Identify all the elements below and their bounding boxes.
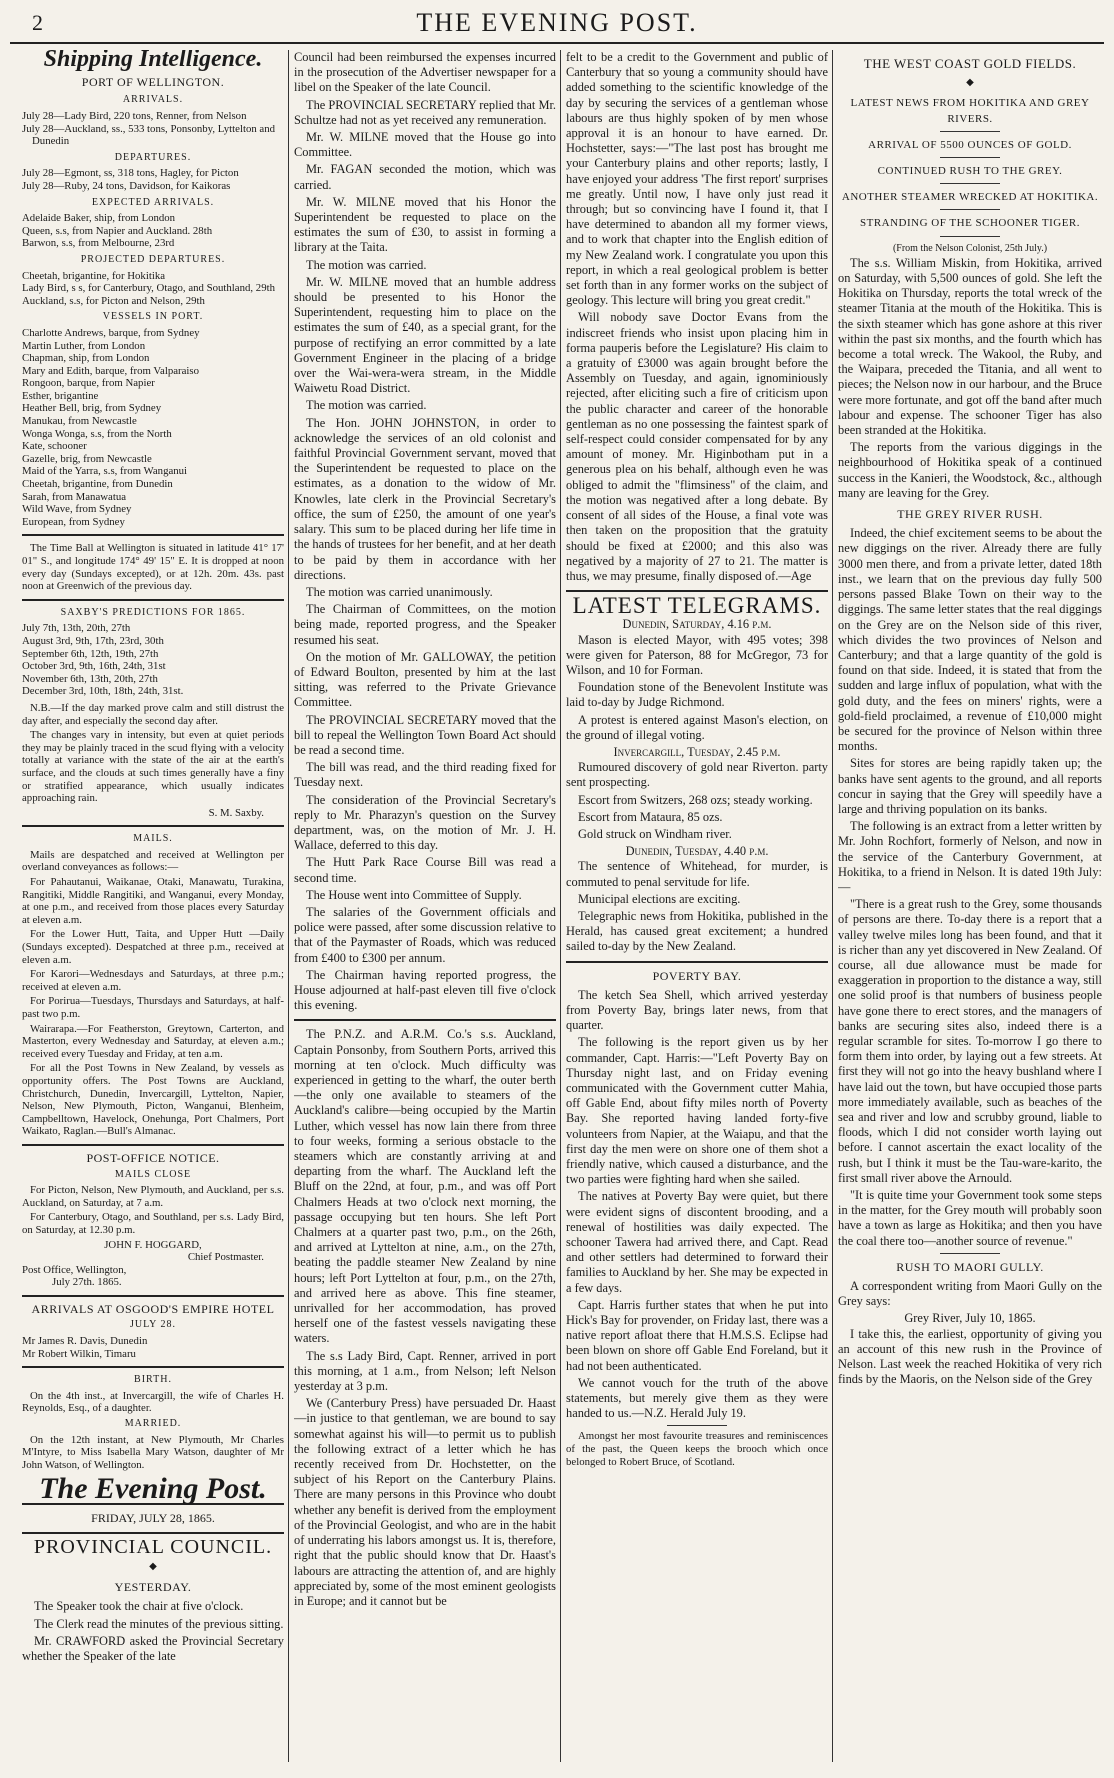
divider	[566, 590, 828, 592]
divider-ornament: ◆	[149, 1561, 157, 1573]
poverty-paragraph: The following is the report given us by her commander, Capt. Harris:—"Left Poverty Bay on Thursday night last, and on Friday evening communicated with the Government cutter Mahia, off Gable End, about fifty miles north of Poverty Bay. She reported having landed forty-five volunteers from Napier, at the Waiapu, and that the first day the men were on shore one of them shot a friendly native, which caused a disturbance, and the two parties were fighting hard when she sailed.	[566, 1035, 828, 1187]
birth-heading: BIRTH.	[134, 1374, 172, 1386]
grey-river-heading: THE GREY RIVER RUSH.	[897, 507, 1043, 522]
divider	[294, 1019, 556, 1021]
list-item: Lady Bird, s s, for Canterbury, Otago, and Southland, 29th	[22, 282, 275, 295]
osgood-date: JULY 28.	[129, 1319, 177, 1331]
council-paragraph: The motion was carried.	[306, 257, 427, 272]
saxby-body: The changes vary in intensity, but even at quiet periods they may be plainly traced in the scud flying with a velocity totally at variance with the state of the air at the earth's surface, and the clouds at such times generally have a finy or stratified appearance, which usually indicates approaching rain.	[22, 729, 284, 805]
post-office-heading: POST-OFFICE NOTICE.	[86, 1150, 220, 1165]
osgood-heading: ARRIVALS AT OSGOOD'S EMPIRE HOTEL	[31, 1301, 275, 1316]
birth-notice: On the 4th inst., at Invercargill, the wife of Charles H. Reynolds, Esq., of a daughter.	[22, 1389, 284, 1415]
list-item: December 3rd, 10th, 18th, 24th, 31st.	[22, 685, 184, 698]
telegram-paragraph: Municipal elections are exciting.	[578, 891, 741, 906]
telegram-paragraph: A protest is entered against Mason's election, on the ground of illegal voting.	[566, 712, 828, 742]
divider	[22, 599, 284, 601]
list-item: Charlotte Andrews, barque, from Sydney	[22, 326, 200, 339]
list-item: July 7th, 13th, 20th, 27th	[22, 622, 131, 635]
gold-fields-heading: THE WEST COAST GOLD FIELDS.	[863, 56, 1077, 71]
list-item: Wonga Wonga, s.s, from the North	[22, 427, 172, 440]
council-paragraph: Mr. CRAWFORD asked the Provincial Secretary whether the Speaker of the late	[22, 1633, 284, 1664]
list-item: European, from Sydney	[22, 515, 125, 528]
yesterday-heading: YESTERDAY.	[114, 1580, 192, 1595]
married-notice: On the 12th instant, at New Plymouth, Mr Charles M'Intyre, to Miss Isabella Mary Watson, daughter of Mr John Watson, of Wellington.	[22, 1433, 284, 1471]
mails-heading: MAILS.	[133, 833, 173, 845]
news-paragraph: The s.s Lady Bird, Capt. Renner, arrived in port this morning, at 1 a.m., from Nelson; left Nelson yesterday at 3 p.m.	[294, 1348, 556, 1394]
divider	[940, 183, 1000, 184]
gold-paragraph: The reports from the various diggings in the neighbourhood of Hokitika speak of a continued success in the Kanieri, the Woodstock, &c., although many are leaving for the Grey.	[838, 440, 1102, 500]
mails-paragraph: Mails are despatched and received at Wellington per overland conveyances as follows:—	[22, 848, 284, 874]
page-number: 2	[32, 10, 43, 35]
mails-paragraph: For Porirua—Tuesdays, Thursdays and Saturdays, at half-past two p.m.	[22, 995, 284, 1020]
list-item: Rongoon, barque, from Napier	[22, 377, 155, 390]
subheading: LATEST NEWS FROM HOKITIKA AND GREY RIVERS.	[850, 97, 1090, 125]
council-paragraph: The salaries of the Government officials and police were passed, after some discussion relative to that of the Paymaster of Roads, which was reduced from £400 to £300 per annum.	[294, 904, 556, 965]
list-item: August 3rd, 9th, 17th, 23rd, 30th	[22, 634, 164, 647]
newspaper-page	[10, 0, 1104, 1768]
newspaper-title: THE EVENING POST.	[416, 8, 698, 37]
subheading: CONTINUED RUSH TO THE GREY.	[877, 165, 1063, 178]
telegram-paragraph: Telegraphic news from Hokitika, published in the Herald, has caused great excitement; a hundred sailed to-day by the New Zealand.	[566, 908, 828, 954]
list-item: July 28—Ruby, 24 tons, Davidson, for Kaikoras	[22, 179, 231, 192]
evening-post-title: The Evening Post.	[39, 1472, 267, 1506]
council-paragraph: The House went into Committee of Supply.	[306, 887, 522, 902]
council-paragraph: The Clerk read the minutes of the previous sitting.	[34, 1616, 284, 1631]
council-paragraph: Mr. W. MILNE moved that the House go into Committee.	[294, 130, 556, 160]
post-office-paragraph: For Picton, Nelson, New Plymouth, and Auckland, per s.s. Auckland, on Saturday, at 7 a.m.	[22, 1184, 284, 1209]
column-2	[294, 50, 556, 1762]
source-line: (From the Nelson Colonist, 25th July.)	[892, 242, 1048, 254]
divider	[940, 131, 1000, 132]
telegram-paragraph: Rumoured discovery of gold near Riverton. party sent prospecting.	[566, 760, 828, 790]
gold-paragraph: I take this, the earliest, opportunity of giving you an account of this new rush in the Province of Nelson. Last week the reached Hokitika of very rich finds by the Maoris, on the Nelson side of the Grey	[838, 1326, 1102, 1387]
council-paragraph: The PROVINCIAL SECRETARY replied that Mr. Schultze had not as yet received any remuneration.	[294, 97, 556, 127]
expected-heading: EXPECTED ARRIVALS.	[91, 196, 215, 208]
column-1	[22, 50, 284, 1762]
list-item: Gazelle, brig, from Newcastle	[22, 452, 152, 465]
list-item: Manukau, from Newcastle	[22, 415, 137, 428]
divider	[22, 1144, 284, 1146]
poverty-paragraph: The natives at Poverty Bay were quiet, but there were evident signs of discontent brooding, and a renewal of hostilities was daily expected. The schooner Tawera had arrived there, and Capt. Read and other settlers had determined to forward their families to Auckland by her. She may be expected in a few days.	[566, 1189, 828, 1295]
post-office-paragraph: For Canterbury, Otago, and Southland, per s.s. Lady Bird, on Saturday, at 12.30 p.m.	[22, 1211, 284, 1236]
list-item: Barwon, s.s, from Melbourne, 23rd	[22, 237, 175, 250]
council-paragraph: The motion was carried unanimously.	[306, 584, 493, 599]
list-item: Chapman, ship, from London	[22, 352, 150, 365]
departures-list	[22, 167, 284, 192]
postmaster-title: Chief Postmaster.	[187, 1251, 264, 1264]
expected-list	[22, 212, 284, 250]
mails-paragraph: Wairarapa.—For Featherston, Greytown, Carterton, and Masterton, every Wednesday and Saturday, at eleven a.m.; received every Tuesday and Friday, at ten a.m.	[22, 1022, 284, 1060]
telegram-paragraph: Escort from Switzers, 268 ozs; steady working.	[578, 792, 813, 807]
provincial-council-heading: PROVINCIAL COUNCIL.	[33, 1535, 273, 1558]
list-item: Maid of the Yarra, s.s, from Wanganui	[22, 465, 188, 478]
gold-paragraph: "There is a great rush to the Grey, some thousands of persons are there. To-day there is a report that a valley twelve miles long has been found, and that it is richer than any yet discovered in New Zealand. Of course, all due allowance must be made for exaggeration in proportion to the distance a way, still one solid proof is that numbers of business people have gone there to erect stores, and the managers of banks are securing sites also, indeed there is a regular scramble for sites. To-morrow I go there to form them into order, by laying out a few streets. At first they will not go into the heavy bushland where I have laid out the town, but have occupied those parts more immediately available, such as beaches of the sea and river and low and scrubby ground, liable to floods, which I did not consider worth laying out before. I cannot ascertain the exact locality of the rush, but I think it must be the Tau-ware-karito, the first small river above the Arnould.	[838, 897, 1102, 1185]
council-paragraph: Mr. W. MILNE moved that his Honor the Superintendent be requested to place on the estimates the sum of £30, to assist in forming a library at the Taita.	[294, 194, 556, 255]
subheading: STRANDING OF THE SCHOONER TIGER.	[859, 217, 1081, 230]
council-paragraph: The Hutt Park Race Course Bill was read a second time.	[294, 855, 556, 885]
list-item: Heather Bell, brig, from Sydney	[22, 402, 162, 415]
council-paragraph: The PROVINCIAL SECRETARY moved that the bill to repeal the Wellington Town Board Act should be read a second time.	[294, 712, 556, 757]
list-item: Mr Robert Wilkin, Timaru	[22, 1347, 136, 1360]
shipping-title: Shipping Intelligence.	[43, 50, 263, 72]
list-item: July 28—Egmont, ss, 318 tons, Hagley, for Picton	[22, 167, 239, 180]
post-office-place: Post Office, Wellington,	[22, 1263, 127, 1276]
council-paragraph: Council had been reimbursed the expenses incurred in the prosecution of the Advertiser newspaper for a libel on the Speaker of the late Council.	[294, 50, 556, 95]
gold-paragraph: "It is quite time your Government took some steps in the matter, for the Grey mouth will probably soon have a town as large as Hokitika; and then you have the coal there too—another source of revenue."	[838, 1188, 1102, 1248]
telegram-dateline: Dunedin, Saturday, 4.16 p.m.	[622, 617, 772, 632]
divider	[22, 1532, 284, 1534]
projected-heading: PROJECTED DEPARTURES.	[80, 253, 226, 265]
news-paragraph: We (Canterbury Press) have persuaded Dr. Haast—in justice to that gentleman, we are bound to say somewhat against his will—to permit us to publish the following extract of a letter which he has recently received from Dr. Hochstetter, on the subject of his Report on the Canterbury Plains. There are many persons in this Province who doubt whether any benefit is derived from the employment of the Provincial Geologist, and who are in the habit of underrating his labors amongst us. It is, therefore, right that the public should know that Dr. Haast's labours are attracting the attention of, and are highly appreciated by, some of the most eminent geologists in Europe; and it cannot but be	[294, 1396, 556, 1608]
gold-paragraph: Sites for stores are being rapidly taken up; the banks have sent agents to the ground, and all reports concur in saying that the Grey will speedily have a large and thriving population on its banks.	[838, 756, 1102, 816]
divider	[22, 825, 284, 827]
council-paragraph: The bill was read, and the third reading fixed for Tuesday next.	[294, 760, 556, 790]
council-paragraph: The Hon. JOHN JOHNSTON, in order to acknowledge the services of an old colonist and faithful Provincial Government servant, moved that the Superintendent be requested to place on the estimates, as a donation to the widow of Mr. Knowles, late clerk in the Provincial Secretary's office, the sum of £250, the amount of one year's salary. This sum to be placed during her life time in the hands of trustees for her benefit, and at her death to be paid by them in accordance with her directions.	[294, 415, 556, 582]
projected-list	[22, 270, 284, 308]
saxby-note: N.B.—If the day marked prove calm and still distrust the day after, and especially the second day after.	[22, 701, 284, 727]
divider	[667, 1425, 727, 1426]
council-paragraph: The Chairman of Committees, on the motion being made, reported progress, and the Speaker resumed his seat.	[294, 602, 556, 647]
news-paragraph: felt to be a credit to the Government and public of Canterbury that so young a community should have added something to the scientific knowledge of the day by securing the services of a gentleman whose labours are thus highly spoken of by men whose approval it is an honour to have earned. Dr. Hochstetter, says:—"The last post has brought me your Canterbury plains and other reports; lastly, I have enjoyed your address 'The first report' surprises me greatly. Until now, I have only just read it through; but so convincing have I found it, that I have determined to abandon all my former views, and to work that chapter into the English edition of my New Zealand work. I congratulate you upon this report, in which a real geological problem is better set forth than in any former works on the subject of geology. This lecture will bring you great credit."	[566, 50, 828, 308]
council-paragraph: Mr. W. MILNE moved that an humble address should be presented to his Honor the Superintendent, requesting him to place on the estimates the sum of £40, as a special grant, for the purpose of rectifying an error committed by a late Government Engineer in the placing of a bridge over the Wai-wera-wera stream, in the Middle Waiwetu Road District.	[294, 274, 556, 396]
council-paragraph: On the motion of Mr. GALLOWAY, the petition of Edward Boulton, presented by him at the last sitting, was referred to the Private Grievance Committee.	[294, 649, 556, 710]
news-paragraph: Amongst her most favourite treasures and reminiscences of the past, the Queen keeps the brooch which once belonged to Robert Bruce, of Scotland.	[566, 1430, 828, 1468]
divider	[566, 961, 828, 963]
column-3	[566, 50, 828, 1762]
list-item: Esther, brigantine	[22, 389, 99, 402]
list-item: July 28—Auckland, ss., 533 tons, Ponsonby, Lyttelton and Dunedin	[22, 122, 276, 148]
poverty-bay-heading: POVERTY BAY.	[652, 968, 742, 983]
telegram-paragraph: Foundation stone of the Benevolent Institute was laid to-day by Judge Richmond.	[566, 680, 828, 710]
divider	[22, 1295, 284, 1297]
news-paragraph: Will nobody save Doctor Evans from the indiscreet friends who insist upon placing him in forma pauperis before the Legislature? His claim to a gratuity of £3000 was again brought before the Assembly on Tuesday, and again, ignominiously rejected, after eliciting such a fire of criticism upon the public character and career of the honorable gentleman as no one possessing the faintest spark of self-respect could consider compensated for by any amount of money. Mr. Higinbotham put in a generous plea on his behalf, although even he was obliged to admit the "flimsiness" of the claim, and the motion was negatived after a long debate. By consent of all sides of the House, a final vote was then taken on the proposition that the gratuity should be fixed at £2000; and this also was negatived by a majority of 27 to 21. The matter is thus, we may presume, finally disposed of.—Age	[566, 310, 828, 583]
column-rule	[288, 50, 289, 1762]
council-paragraph: The motion was carried.	[306, 398, 427, 413]
shipping-section	[22, 94, 284, 1471]
list-item: Martin Luther, from London	[22, 339, 146, 352]
time-ball-notice: The Time Ball at Wellington is situated in latitude 41° 17' 01" S., and longitude 174° 49' 15" E. It is dropped at noon every day (Sundays excepted), or at 12h. 20m. 43s. past noon at Greenwich of the previous day.	[22, 542, 284, 593]
list-item: Auckland, s.s, for Picton and Nelson, 29th	[22, 294, 205, 307]
telegram-dateline: Invercargill, Tuesday, 2.45 p.m.	[613, 744, 781, 759]
divider-ornament: ◆	[966, 77, 974, 89]
council-paragraph: Mr. FAGAN seconded the motion, which was carried.	[294, 162, 556, 192]
poverty-paragraph: We cannot vouch for the truth of the above statements, but merely give them as they were handed to us.—N.Z. Herald July 19.	[566, 1375, 828, 1421]
divider	[940, 157, 1000, 158]
saxby-heading: SAXBY'S PREDICTIONS FOR 1865.	[60, 606, 246, 618]
list-item: Sarah, from Manawatua	[22, 490, 127, 503]
column-4	[838, 50, 1102, 1762]
list-item: Adelaide Baker, ship, from London	[22, 212, 176, 225]
telegram-dateline: Dunedin, Tuesday, 4.40 p.m.	[625, 844, 769, 859]
saxby-signature: S. M. Saxby.	[208, 806, 264, 819]
vessels-heading: VESSELS IN PORT.	[102, 311, 204, 323]
letter-dateline: Grey River, July 10, 1865.	[904, 1311, 1036, 1326]
poverty-paragraph: The ketch Sea Shell, which arrived yesterday from Poverty Bay, brings later news, from that quarter.	[566, 987, 828, 1033]
mails-paragraph: For Pahautanui, Waikanae, Otaki, Manawatu, Turakina, Rangitiki, Middle Rangitiki, and Wanganui, every Monday, at one p.m., and received from those places every Saturday at eleven a.m.	[22, 876, 284, 926]
divider	[22, 534, 284, 536]
departures-heading: DEPARTURES.	[114, 151, 192, 163]
list-item: November 6th, 13th, 20th, 27th	[22, 672, 158, 685]
divider	[940, 209, 1000, 210]
masthead	[10, 6, 1104, 44]
column-rule	[560, 50, 561, 1762]
telegram-paragraph: Gold struck on Windham river.	[578, 826, 732, 841]
gold-paragraph: The following is an extract from a letter written by Mr. John Rochfort, formerly of Nelson, and now in the service of the Canterbury Government, at Hokitika, to a friend in Nelson. It is dated 19th July:—	[838, 819, 1102, 894]
maori-gully-heading: RUSH TO MAORI GULLY.	[896, 1259, 1044, 1274]
poverty-paragraph: Capt. Harris further states that when he put into Hick's Bay for provender, on Friday last, there was a native report afloat there that H.M.S.S. Eclipse had been blown on shore off Gable End Foreland, but it had not been authenticated.	[566, 1297, 828, 1373]
list-item: Kate, schooner	[22, 440, 87, 453]
vessels-list	[22, 327, 284, 529]
arrivals-list	[22, 110, 284, 148]
issue-date: FRIDAY, JULY 28, 1865.	[91, 1510, 215, 1525]
gold-paragraph: A correspondent writing from Maori Gully on the Grey says:	[838, 1279, 1102, 1309]
married-heading: MARRIED.	[124, 1418, 182, 1430]
list-item: July 28—Lady Bird, 220 tons, Renner, from Nelson	[22, 110, 247, 122]
list-item: Queen, s.s, from Napier and Auckland. 28th	[22, 224, 213, 237]
list-item: Wild Wave, from Sydney	[22, 503, 132, 516]
list-item: Mr James R. Davis, Dunedin	[22, 1335, 148, 1348]
telegram-paragraph: Mason is elected Mayor, with 495 votes; 398 were given for Paterson, 88 for McGregor, 73 for Wilson, and 10 for Forman.	[566, 632, 828, 677]
list-item: Cheetah, brigantine, for Hokitika	[22, 269, 166, 282]
divider	[940, 1253, 1000, 1254]
list-item: Mary and Edith, barque, from Valparaiso	[22, 364, 199, 377]
mails-paragraph: For all the Post Towns in New Zealand, by vessels as opportunity offers. The Post Towns are Auckland, Christchurch, Dunedin, Invercargill, Lyttelton, Napier, Nelson, New Plymouth, Picton, Wanganui, Blenheim, Campbelltown, Havelock, Onehunga, Port Chalmers, Port Waikato, Raglan.—Bull's Almanac.	[22, 1062, 284, 1138]
telegram-paragraph: Escort from Mataura, 85 ozs.	[578, 809, 723, 824]
postmaster-name: JOHN F. HOGGARD,	[104, 1238, 202, 1251]
list-item: September 6th, 12th, 19th, 27th	[22, 647, 159, 660]
mails-paragraph: For Karori—Wednesdays and Saturdays, at three p.m.; received at eleven a.m.	[22, 968, 284, 993]
mails-paragraph: For the Lower Hutt, Taita, and Upper Hutt —Daily (Sundays excepted). Despatched at three p.m., received at eleven a.m.	[22, 928, 284, 966]
latest-telegrams-heading: LATEST TELEGRAMS.	[572, 593, 822, 619]
list-item: October 3rd, 9th, 16th, 24th, 31st	[22, 660, 166, 673]
post-office-date: July 27th. 1865.	[52, 1276, 122, 1289]
council-paragraph: The Chairman having reported progress, the House adjourned at half-past eleven till five o'clock this evening.	[294, 967, 556, 1013]
council-paragraph: The consideration of the Provincial Secretary's reply to Mr. Pharazyn's question on the Survey department, was, on the motion of Mr. J. H. Wallace, deferred to this day.	[294, 792, 556, 853]
port-heading: PORT OF WELLINGTON.	[81, 75, 225, 90]
arrivals-heading: ARRIVALS.	[122, 94, 184, 106]
council-paragraph: The Speaker took the chair at five o'clock.	[34, 1599, 244, 1614]
news-paragraph: The P.N.Z. and A.R.M. Co.'s s.s. Auckland, Captain Ponsonby, from Southern Ports, arrived this morning at ten o'clock. Much difficulty was experienced in getting to the wharf, the outer berth—the only one available to steamers of the Auckland's calibre—being occupied by the Martin Luther, which vessel has now lain there from three to four weeks, forming a serious obstacle to the steamers which are constantly arriving at and departing from the wharf. The Auckland left the Bluff on the 22nd, at four, p.m., and was off Port Chalmers Heads at two o'clock next morning, the passage occupying but ten hours. She left Port Chalmers at a quarter past two, p.m., on the 26th, and arrived at Lyttelton at nine, a.m., on the 27th, beating the paddle steamer New Zealand by nine hours; left Port Lyttelton at four, p.m., on the 27th, and arrived here as above. This fine steamer, unrivalled for her accommodation, has proved herself one of the fastest vessels navigating these waters.	[294, 1027, 556, 1346]
gold-paragraph: The s.s. William Miskin, from Hokitika, arrived on Saturday, with 5,500 ounces of gold. She left the Hokitika on Thursday, reports the total wreck of the steamer Titania at the mouth of the Hokitika. This is the sixth steamer which has gone ashore at this river within the past six months, and the fourth which has become a total wreck. The Wakool, the Ruby, and the Waipara, preceded the Titania, and all went to pieces; the Nelson now in our harbour, and the Bruce were more fortunate, and got off the band after much labour and expense. The schooner Tiger has also been stranded at the Hokitika.	[838, 255, 1102, 438]
telegram-paragraph: The sentence of Whitehead, for murder, is commuted to penal servitude for life.	[566, 859, 828, 889]
column-rule	[832, 50, 833, 1762]
gold-paragraph: Indeed, the chief excitement seems to be about the new diggings on the river. Already there are fully 3000 men there, and from a private letter, dated 18th inst., we learn that on the previous day fully 500 persons passed Blake Town on their way to the diggings. The same letter states that the real diggings on the Grey are on the Nelson side of this river, which divides the two provinces of Nelson and Canterbury; and that a large quantity of the gold is found on that side. Indeed, it is stated that from the sudden and large influx of population, what with the gold duty, and the fees on miners' rights, were a gold-field proclaimed, a revenue of £10,000 might be secured for the province of Nelson within three months.	[838, 526, 1102, 754]
list-item: Cheetah, brigantine, from Dunedin	[22, 478, 173, 491]
divider	[22, 1366, 284, 1368]
subheading: ANOTHER STEAMER WRECKED AT HOKITIKA.	[841, 191, 1099, 204]
mails-close-subheading: MAILS CLOSE	[114, 1168, 192, 1180]
saxby-list	[22, 622, 284, 698]
subheading: ARRIVAL OF 5500 OUNCES OF GOLD.	[868, 138, 1072, 151]
divider	[940, 236, 1000, 237]
